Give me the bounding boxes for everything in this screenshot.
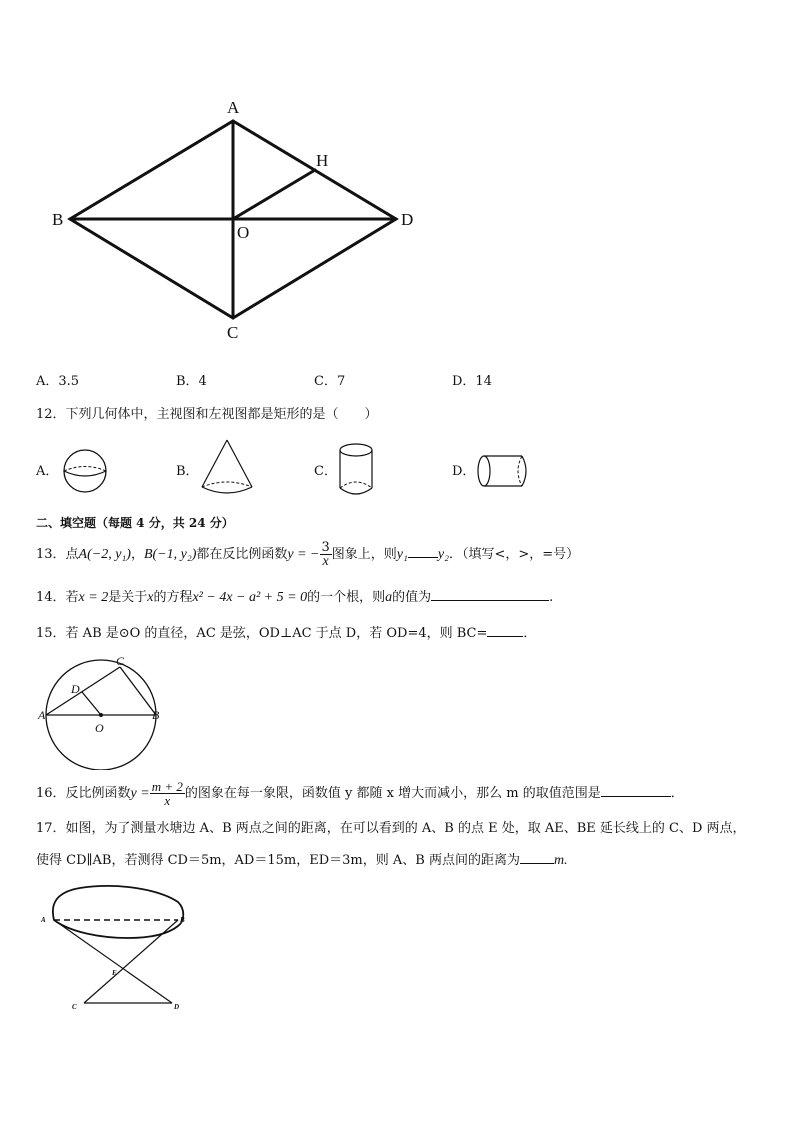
q14-mid1: 是关于: [108, 590, 148, 605]
q17-unit: m.: [553, 853, 568, 868]
pond-label-e: E: [112, 969, 117, 977]
pond-label-b: B: [180, 916, 185, 924]
q17-line-2-text: 使得 CD∥AB，若测得 CD＝5m，AD＝15m，ED＝3m，则 A、B 两点间的距离为: [36, 853, 520, 868]
label-h: H: [316, 151, 329, 170]
q16-frac-num: m + 2: [151, 779, 183, 794]
label-c: C: [227, 323, 239, 342]
q12-option-b-label[interactable]: B．: [176, 464, 199, 479]
q13-mid: 都在反比例函数: [196, 547, 288, 562]
pond-outline: [53, 886, 183, 938]
q12-option-a-label[interactable]: A．: [36, 464, 59, 479]
q12-option-d-label[interactable]: D．: [452, 464, 476, 479]
q14-end: .: [549, 590, 554, 605]
q14-eq1: x = 2: [78, 590, 109, 605]
q17-answer-blank[interactable]: [520, 851, 554, 864]
segment-bc: [84, 920, 178, 1003]
question-14: [36, 588, 553, 607]
q13-after: 图象上，则: [331, 547, 397, 562]
q13-y2: y₂: [437, 547, 449, 562]
q14-suffix: 的值为: [392, 590, 432, 605]
segment-oh: [233, 170, 315, 219]
circle-label-o: O: [95, 721, 104, 735]
q13-point-b: B(−1, y₂): [143, 547, 197, 562]
upright-cylinder-icon: [336, 441, 376, 499]
center-point: [99, 713, 103, 717]
q16-suffix: 的图象在每一象限，函数值 y 都随 x 增大而减小，那么 m 的取值范围是: [184, 786, 601, 801]
q16-end: ．: [670, 786, 684, 801]
question-13: [36, 541, 579, 568]
q16-func-lhs: y =: [130, 786, 150, 801]
question-16: [36, 780, 684, 808]
q14-mid2: 的方程: [153, 590, 193, 605]
circle-label-d: D: [71, 682, 80, 696]
q13-point-a: A(−2, y₁): [78, 547, 131, 562]
question-12-stem: 12．下列几何体中，主视图和左视图都是矩形的是（ ）: [36, 407, 378, 422]
q14-mid3: 的一个根，则: [307, 590, 386, 605]
q13-y1: y₁: [396, 547, 408, 562]
segment-od: [82, 692, 101, 715]
sphere-icon: [61, 448, 109, 494]
pond-label-c: C: [72, 1003, 77, 1011]
q13-answer-blank[interactable]: [408, 545, 438, 558]
q14-prefix: 14．若: [36, 590, 79, 605]
label-b: B: [52, 210, 64, 229]
label-a: A: [227, 98, 240, 117]
pond-label-d: D: [174, 1003, 180, 1011]
circle-label-b: B: [152, 708, 160, 722]
circle-figure: [40, 650, 170, 770]
q13-frac-den: x: [320, 554, 332, 568]
q15-answer-blank[interactable]: [487, 624, 523, 637]
option-a[interactable]: A．3.5: [36, 374, 80, 389]
pond-figure: [40, 880, 190, 1020]
chord-ac: [46, 667, 120, 715]
section-2-title: 二、填空题（每题 4 分，共 24 分）: [36, 516, 234, 530]
circle-label-a: A: [38, 708, 46, 722]
q15-end: ．: [523, 626, 537, 641]
q16-fraction: [150, 780, 185, 807]
question-17-line-2: [36, 851, 568, 870]
q12-option-c-label[interactable]: C．: [314, 464, 337, 479]
q14-answer-blank[interactable]: [431, 588, 549, 601]
q13-frac-num: 3: [321, 540, 330, 555]
pond-label-a: A: [41, 916, 46, 924]
option-b[interactable]: B．4: [176, 374, 207, 389]
q16-prefix: 16．反比例函数: [36, 786, 131, 801]
q15-text: 15．若 AB 是⊙O 的直径，AC 是弦，OD⊥AC 于点 D，若 OD=4，则 BC=: [36, 626, 488, 641]
option-c[interactable]: C．7: [314, 374, 346, 389]
question-17-line-1: 17．如图，为了测量水塘边 A、B 两点之间的距离，在可以看到的 A、B 的点 E 处，取 AE、BE 延长线上的 C、D 两点，: [36, 821, 746, 836]
q16-frac-den: x: [150, 793, 185, 807]
option-d[interactable]: D．14: [452, 374, 492, 389]
horizontal-cylinder-icon: [474, 451, 534, 491]
q13-separator: ，: [130, 547, 144, 562]
segment-ad: [54, 920, 172, 1003]
q14-equation: x² − 4x − a² + 5 = 0: [192, 590, 308, 605]
circle-label-c: C: [116, 654, 125, 668]
q16-answer-blank[interactable]: [601, 784, 671, 797]
q13-fraction: [320, 541, 332, 568]
q13-func-lhs: y = −: [287, 547, 320, 562]
rhombus-figure: [0, 0, 460, 360]
q14-var-a: a: [385, 590, 393, 605]
label-o: O: [237, 223, 250, 242]
cone-icon: [198, 437, 256, 499]
label-d: D: [401, 210, 414, 229]
q13-prefix: 13．点: [36, 547, 79, 562]
q13-suffix: ．（填写<，>，=号）: [448, 547, 580, 562]
question-15: [36, 624, 536, 643]
q14-var: x: [147, 590, 154, 605]
